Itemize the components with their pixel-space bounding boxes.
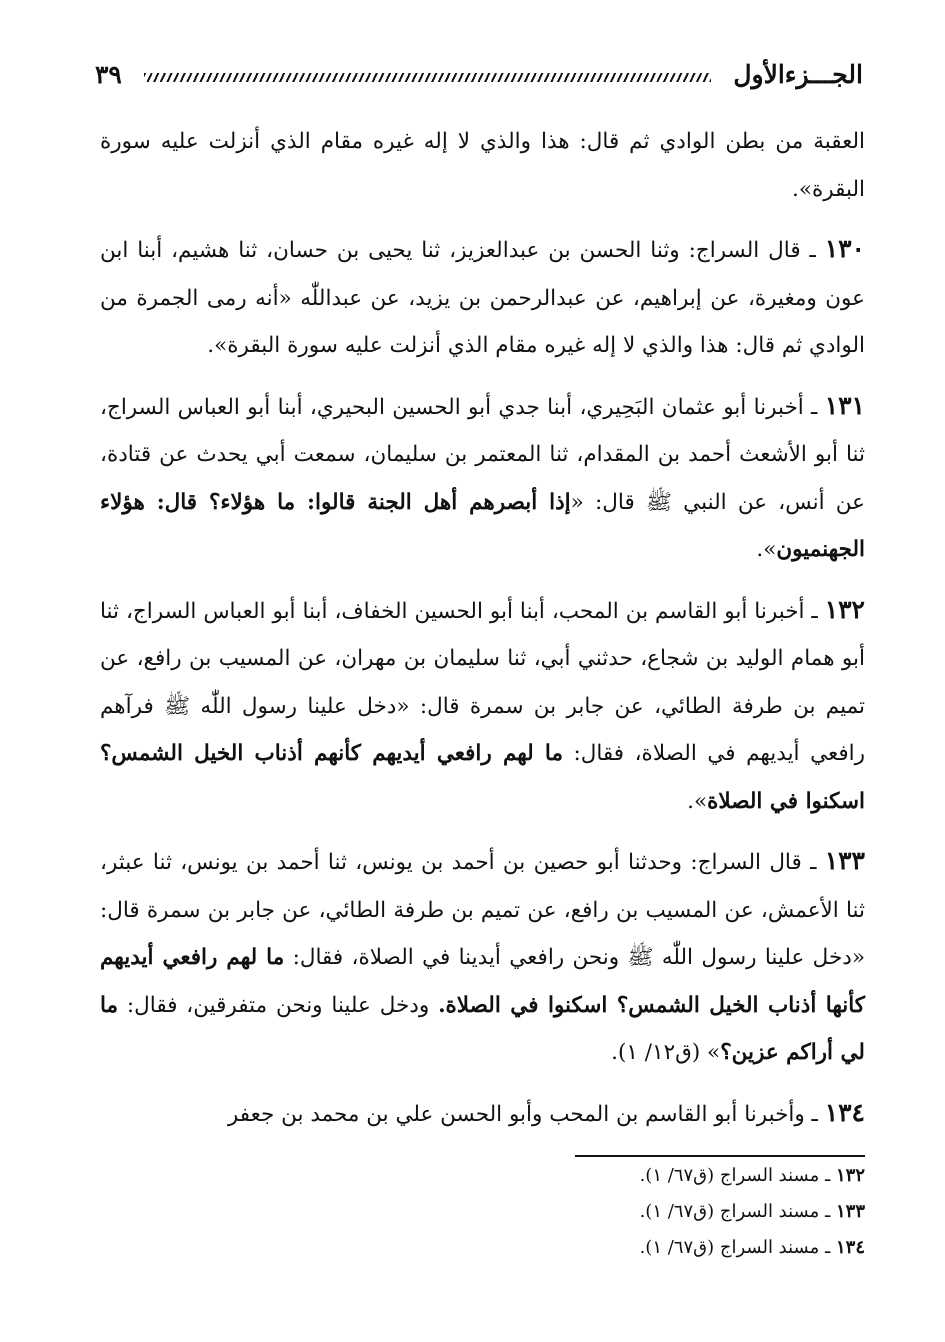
hadith-number: ١٣١ [824, 390, 865, 420]
footnote-number: ١٣٢ [835, 1165, 865, 1186]
paragraph-text: ـ قال السراج: وثنا الحسن بن عبدالعزيز، ثنا يحيى بن حسان، ثنا هشيم، أبنا ابن عون ومغيرة، عن إبراهيم، عن عبدالرحمن بن يزيد، عن عبداللّٰه «أنه رمى الجمرة من الوادي ثم قال: هذا والذي لا إله غيره مقام الذي أنزلت عليه سورة البقرة». [100, 238, 865, 358]
footnote-number: ١٣٤ [835, 1237, 865, 1258]
header-hatch-divider [144, 73, 711, 82]
paragraph-text: ». [687, 788, 708, 814]
hadith-number: ١٣٠ [824, 234, 865, 263]
paragraph-text: » (ق١٢/ ١). [611, 1040, 721, 1065]
paragraph [100, 382, 865, 574]
hadith-matn: ما لي أراكم عزين؟ [100, 992, 865, 1065]
page-header [95, 52, 863, 96]
hadith-matn: ما لهم رافعي أيديهم كأنها أذناب الخيل الشمس؟ اسكنوا في الصلاة. [100, 945, 865, 1018]
hadith-matn: ما لهم رافعي أيديهم كأنهم أذناب الخيل الشمس؟ اسكنوا في الصلاة [100, 741, 865, 814]
page-number: ٣٩ [95, 59, 122, 89]
paragraph-text: ». [756, 537, 777, 562]
hadith-matn: إذا أبصرهم أهل الجنة قالوا: ما هؤلاء؟ قال: هؤلاء الجهنميون [100, 489, 865, 562]
paragraph-text: ودخل علينا ونحن متفرقين، فقال: [118, 992, 439, 1018]
paragraph-text: ـ وأخبرنا أبو القاسم بن المحب وأبو الحسن علي بن محمد بن جعفر [227, 1101, 818, 1127]
footnote [560, 1194, 865, 1230]
paragraph-text: ـ قال السراج: وحدثنا أبو حصين بن أحمد بن يونس، ثنا أحمد بن يونس، ثنا عبثر، ثنا الأعمش، عن المسيب بن رافع، عن تميم بن طرفة الطائي، عن جابر بن سمرة قال: «دخل علينا رسول اللّٰه ﷺ ونحن رافعي أيدينا في الصلاة، فقال: [100, 850, 865, 970]
hadith-number: ١٣٤ [824, 1097, 865, 1127]
paragraph [100, 225, 865, 370]
footnote-text: ـ مسند السراج (ق٦٧/ ١). [639, 1165, 831, 1186]
main-text [100, 118, 865, 1150]
paragraph-text: العقبة من بطن الوادي ثم قال: هذا والذي لا إله غيره مقام الذي أنزلت عليه سورة البقرة». [100, 129, 865, 202]
paragraph [100, 837, 865, 1077]
paragraph-text: ـ أخبرنا أبو عثمان البَحِيري، أبنا جدي أبو الحسين البحيري، أبنا أبو العباس السراج، ثنا أبو الأشعث أحمد بن المقدام، ثنا المعتمر بن سليمان، سمعت أبي يحدث عن قتادة، عن أنس، عن النبي ﷺ قال: « [100, 394, 865, 515]
footnote-divider [575, 1155, 865, 1157]
footnote-text: ـ مسند السراج (ق٦٧/ ١). [639, 1201, 831, 1222]
footnote [560, 1230, 865, 1266]
paragraph [100, 118, 865, 213]
hadith-number: ١٣٣ [824, 846, 865, 875]
footnote [560, 1158, 865, 1194]
paragraph [100, 1089, 865, 1139]
paragraph-text: ـ أخبرنا أبو القاسم بن المحب، أبنا أبو الحسين الخفاف، أبنا أبو العباس السراج، ثنا أبو همام الوليد بن شجاع، حدثني أبي، ثنا سليمان بن مهران، عن المسيب بن رافع، عن تميم بن طرفة الطائي، عن جابر بن سمرة قال: «دخل علينا رسول اللّٰه ﷺ فرآهم رافعي أيديهم في الصلاة، فقال: [100, 598, 865, 766]
part-title: الجـــزءالأول [733, 59, 863, 89]
footnote-number: ١٣٣ [835, 1201, 865, 1222]
paragraph [100, 586, 865, 826]
hadith-number: ١٣٢ [824, 594, 865, 624]
footnote-text: ـ مسند السراج (ق٦٧/ ١). [639, 1237, 831, 1258]
footnotes [560, 1158, 865, 1266]
